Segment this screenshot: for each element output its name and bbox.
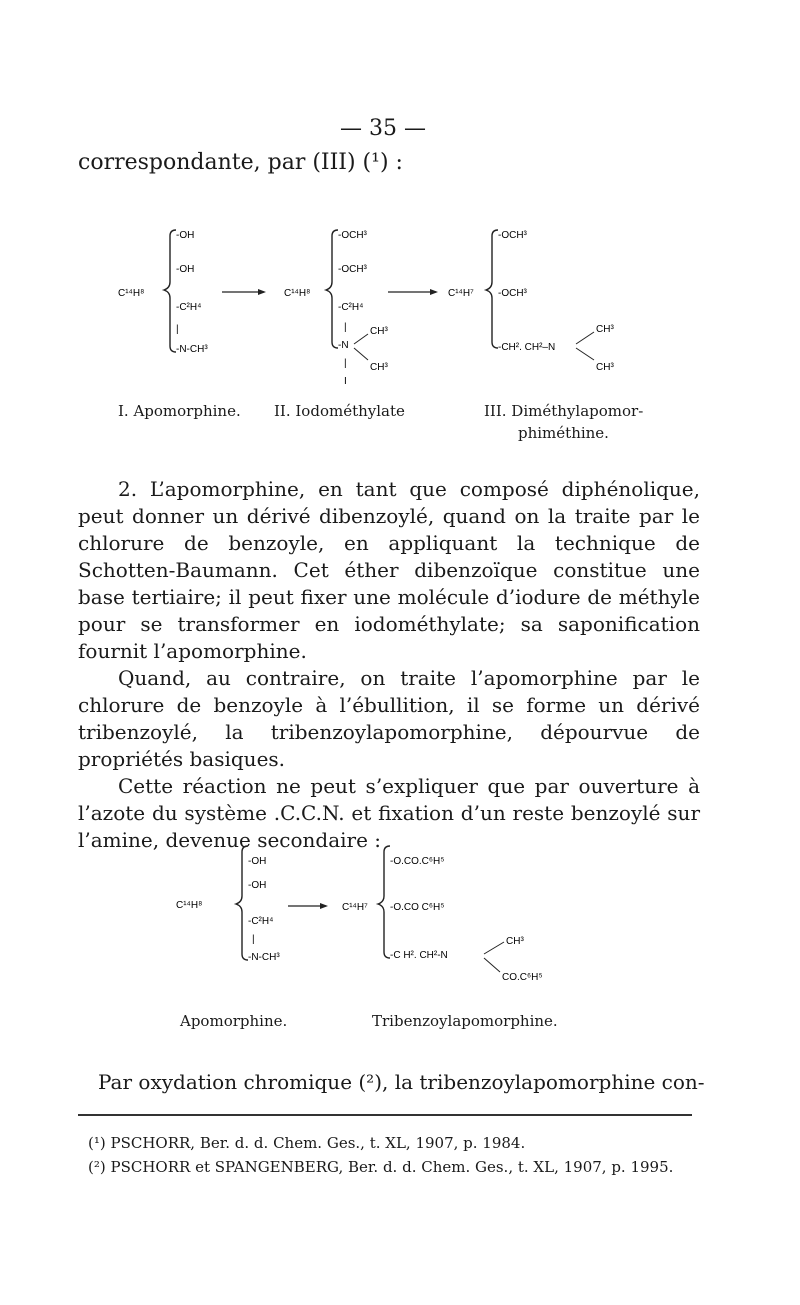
formula-I-group-2: -OH	[176, 264, 195, 275]
last-line: Par oxydation chromique (²), la tribenzoylapomorphine con-	[98, 1070, 705, 1094]
formula-III-group-1: -OCH³	[498, 230, 527, 241]
formula-III	[448, 230, 614, 373]
page-number: — 35 —	[340, 116, 426, 141]
formula-II	[284, 230, 388, 387]
formula-A-group-2: -OH	[248, 880, 267, 891]
paragraph-1: 2. L’apomorphine, en tant que composé diphénolique, peut donner un dérivé dibenzoylé, quand on la traite par le chlorure de benzoyle, en appliquant la technique de Schotten-Baumann. Cet éther dibenzoïque constitue une base tertiaire; il peut fixer une molécule d’iodure de méthyle pour se transformer en iodométhylate; sa saponification fournit l’apomorphine.	[78, 477, 700, 663]
formula-B-group-3: -C H². CH²-N	[390, 950, 448, 961]
intro-line: correspondante, par (III) (¹) :	[78, 150, 403, 175]
footnote-2: (²) PSCHORR et SPANGENBERG, Ber. d. d. Chem. Ges., t. XL, 1907, p. 1995.	[88, 1158, 674, 1176]
formula-A-group-1: -OH	[248, 856, 267, 867]
footnote-1: (¹) PSCHORR, Ber. d. d. Chem. Ges., t. XL, 1907, p. 1984.	[88, 1134, 526, 1152]
formula-B-group-1: -O.CO.C⁶H⁵	[390, 856, 445, 867]
formula-B-branch-bottom: CO.C⁶H⁵	[502, 972, 543, 983]
formula-II-branch-bottom: CH³	[370, 362, 388, 373]
formula-I-core: C¹⁴H⁸	[118, 288, 145, 299]
formula-II-core: C¹⁴H⁸	[284, 288, 311, 299]
formula-A-core: C¹⁴H⁸	[176, 900, 203, 911]
formula-I-group-3: -C²H⁴	[176, 302, 202, 313]
formula-III-group-2: -OCH³	[498, 288, 527, 299]
body-paragraphs	[78, 476, 700, 854]
formula-I-group-5: -N-CH³	[176, 344, 208, 355]
caption-apomorphine: I. Apomorphine.	[118, 402, 241, 420]
formula-A-group-3: -C²H⁴	[248, 916, 274, 927]
caption-apomorphine-2: Apomorphine.	[180, 1012, 288, 1030]
reaction-scheme-1	[0, 210, 800, 460]
formula-A-group-5: -N-CH³	[248, 952, 280, 963]
formula-III-group-3: -CH². CH²–N	[498, 342, 556, 353]
paragraph-2: Quand, au contraire, on traite l’apomorphine par le chlorure de benzoyle à l’ébullition, il se forme un dérivé tribenzoylé, la tribenzoylapomorphine, dépourvue de propriétés basiques.	[78, 666, 700, 771]
formula-I-group-4: |	[176, 324, 179, 335]
paragraph-3: Cette réaction ne peut s’expliquer que par ouverture à l’azote du système .C.C.N. et fixation d’un reste benzoylé sur l’amine, devenue secondaire :	[78, 774, 700, 852]
formula-B-core: C¹⁴H⁷	[342, 902, 368, 913]
arrow-1-head	[258, 289, 266, 295]
formula-B	[342, 846, 542, 983]
formula-III-branch-top: CH³	[596, 324, 614, 335]
formula-I-group-1: -OH	[176, 230, 195, 241]
formula-II-branch-top: CH³	[370, 326, 388, 337]
caption-dimethylapomor-line1: III. Diméthylapomor-	[484, 402, 644, 420]
caption-dimethylapomor-line2: phiméthine.	[518, 424, 609, 442]
formula-B-group-2: -O.CO C⁶H⁵	[390, 902, 445, 913]
formula-II-group-4: |	[344, 322, 347, 333]
formula-II-group-3: -C²H⁴	[338, 302, 364, 313]
formula-II-group-2: -OCH³	[338, 264, 367, 275]
footnote-rule	[78, 1114, 692, 1116]
formula-II-group-1: -OCH³	[338, 230, 367, 241]
formula-I	[118, 230, 208, 355]
formula-II-group-7: I	[344, 376, 347, 387]
formula-II-group-5: -N	[338, 340, 349, 351]
arrow-3-head	[320, 903, 328, 909]
formula-II-group-6: |	[344, 358, 347, 369]
arrow-2-head	[430, 289, 438, 295]
formula-A	[176, 846, 280, 963]
caption-iodomethylate: II. Iodométhylate	[274, 402, 405, 420]
formula-A-group-4: |	[252, 934, 255, 945]
caption-tribenzoylapomorphine: Tribenzoylapomorphine.	[372, 1012, 558, 1030]
formula-III-branch-bottom: CH³	[596, 362, 614, 373]
formula-III-core: C¹⁴H⁷	[448, 288, 474, 299]
formula-B-branch-top: CH³	[506, 936, 524, 947]
reaction-scheme-2	[0, 830, 800, 1000]
